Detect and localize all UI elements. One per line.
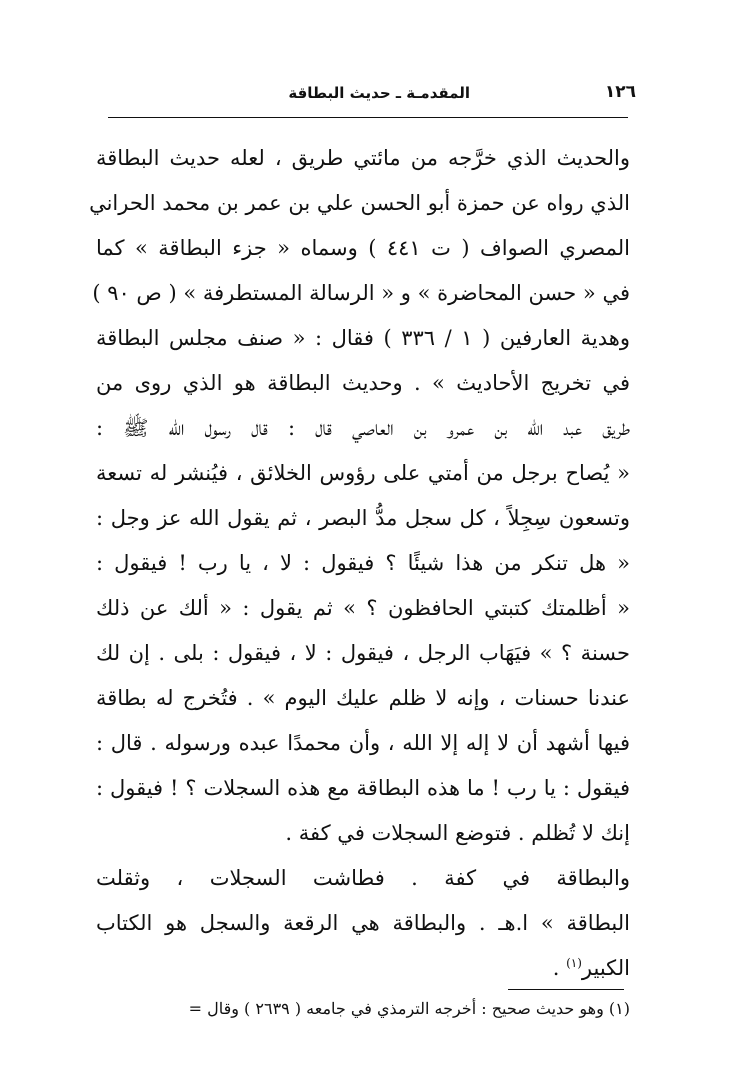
text-line: البطاقة » ا.هـ . والبطاقة هي الرقعة والسجل هو الكتاب	[96, 911, 630, 935]
text-line: في تخريج الأحاديث » . وحديث البطاقة هو الذي روى من	[96, 371, 630, 395]
text-line: « يُصاح برجل من أمتي على رؤوس الخلائق ، فيُنشر له تسعة	[96, 461, 630, 485]
header-rule	[108, 117, 628, 118]
text-line: إنك لا تُظلم . فتوضع السجلات في كفة .	[285, 821, 630, 845]
text-line: فيها أشهد أن لا إله إلا الله ، وأن محمدًا عبده ورسوله . قال :	[96, 731, 630, 755]
page-header	[90, 82, 636, 112]
final-line-text: الكبير	[581, 956, 630, 980]
final-line-end: .	[552, 956, 567, 980]
text-line: « هل تنكر من هذا شيئًا ؟ فيقول : لا ، يا رب ! فيقول :	[96, 551, 630, 575]
body-text	[89, 136, 631, 991]
footnote: (١) وهو حديث صحيح : أخرجه الترمذي في جامعه ( ٢٦٣٩ ) وقال =	[188, 999, 630, 1018]
text-line: « أظلمتك كتبتي الحافظون ؟ » ثم يقول : « ألك عن ذلك	[96, 596, 630, 620]
text-line: والحديث الذي خرَّجه من مائتي طريق ، لعله حديث البطاقة	[96, 146, 630, 170]
text-line: الذي رواه عن حمزة أبو الحسن علي بن عمر بن محمد الحراني	[89, 191, 630, 215]
text-line: وتسعون سِجِلاً ، كل سجل مدُّ البصر ، ثم يقول الله عز وجل :	[96, 506, 630, 530]
footnote-marker[interactable]: (١)	[566, 956, 582, 970]
running-title: المقدمـة ـ حديث البطاقة	[288, 84, 470, 102]
text-line: عندنا حسنات ، وإنه لا ظلم عليك اليوم » . فتُخرج له بطاقة	[96, 686, 630, 710]
page-number: ١٢٦	[604, 82, 636, 102]
final-text-line	[96, 946, 630, 991]
footnote-separator	[508, 989, 624, 990]
text-line: والبطاقة في كفة . فطاشت السجلات ، وثقلت	[96, 866, 630, 890]
text-line: فيقول : يا رب ! ما هذه البطاقة مع هذه السجلات ؟ ! فيقول :	[96, 776, 630, 800]
text-line: المصري الصواف ( ت ٤٤١ ) وسماه « جزء البطاقة » كما	[96, 236, 631, 260]
text-line: في « حسن المحاضرة » و « الرسالة المستطرفة » ( ص ٩٠ )	[92, 281, 630, 305]
text-line: وهدية العارفين ( ١ / ٣٣٦ ) فقال : « صنف مجلس البطاقة	[96, 326, 631, 350]
text-line: طريق عبد الله بن عمرو بن العاصي قال : قال رسول الله ﷺ :	[96, 416, 630, 440]
text-line: حسنة ؟ » فيَهَاب الرجل ، فيقول : لا ، فيقول : بلى . إن لك	[96, 641, 630, 665]
